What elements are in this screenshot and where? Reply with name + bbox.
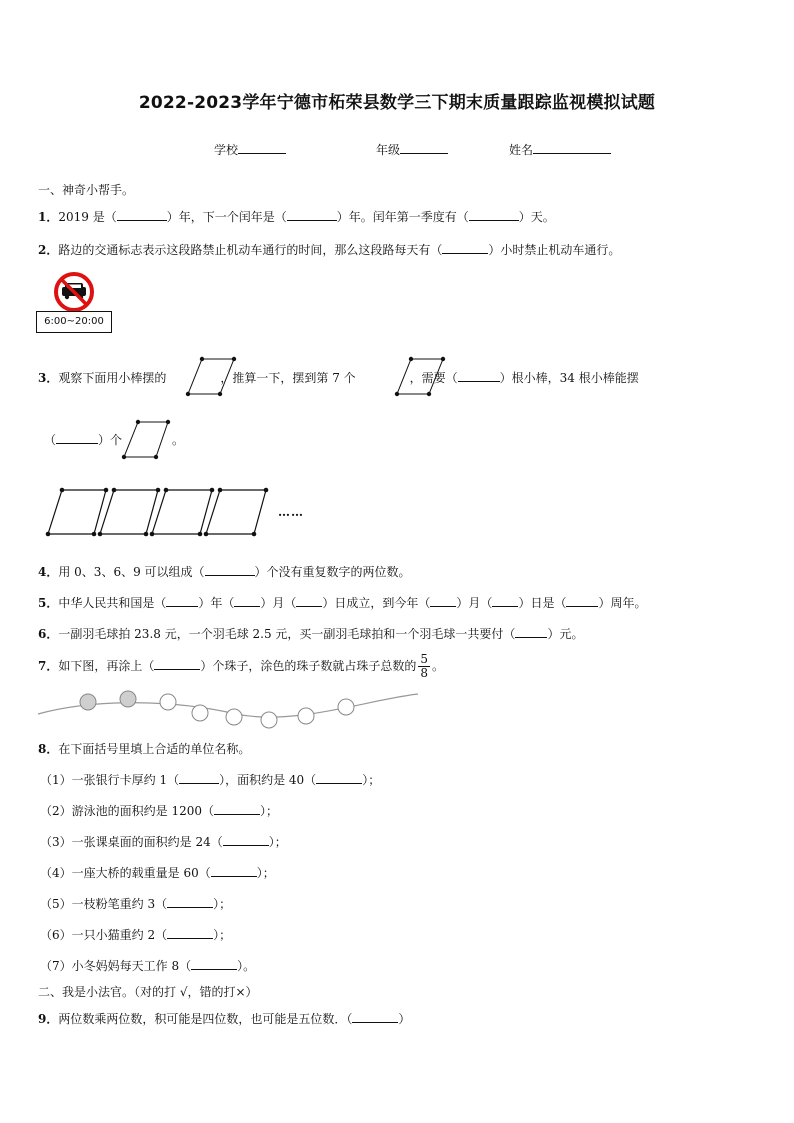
q3-blank-1[interactable]: [458, 369, 500, 382]
name-blank[interactable]: [533, 141, 611, 154]
bead-empty: [192, 705, 208, 721]
parallelogram-chain-figure: [40, 484, 280, 540]
school-label: 学校: [214, 143, 239, 157]
q8-3-blank[interactable]: [223, 833, 269, 846]
q8-1-blank-1[interactable]: [179, 771, 219, 784]
bead-empty: [338, 699, 354, 715]
q1-blank-2[interactable]: [287, 208, 337, 221]
question-4: 4．用 0、3、6、9 可以组成（ ）个没有重复数字的两位数。: [38, 565, 411, 579]
q8-2-blank[interactable]: [214, 802, 260, 815]
grade-label: 年级: [376, 143, 401, 157]
q5-blank-5[interactable]: [492, 594, 518, 607]
grade-field: [376, 141, 448, 158]
bead-empty: [261, 712, 277, 728]
bead-filled: [80, 694, 96, 710]
bead-empty: [160, 694, 176, 710]
parallelogram-figure-3: [118, 418, 172, 460]
section-1-heading: 一、神奇小帮手。: [38, 183, 135, 197]
question-9: 9．两位数乘两位数，积可能是四位数，也可能是五位数．（ ）: [38, 1012, 411, 1026]
q8-item-2: （2）游泳池的面积约是 1200（ ）；: [40, 804, 279, 818]
school-blank[interactable]: [238, 141, 286, 154]
q6-blank[interactable]: [515, 625, 547, 638]
q8-5-blank[interactable]: [167, 895, 213, 908]
question-8: 8．在下面括号里填上合适的单位名称。: [38, 742, 251, 756]
q8-1-blank-2[interactable]: [316, 771, 362, 784]
section-2-heading: 二、我是小法官。（对的打 √，错的打×）: [38, 985, 258, 999]
q5-blank-2[interactable]: [234, 594, 260, 607]
q2-blank[interactable]: [442, 241, 488, 254]
q8-item-4: （4）一座大桥的载重量是 60（ ）；: [40, 866, 275, 880]
question-1: 1．2019 是（ ）年，下一个闰年是（ ）年。闰年第一季度有（ ）天。: [38, 210, 555, 224]
q4-blank[interactable]: [205, 563, 255, 576]
bead-empty: [226, 709, 242, 725]
q8-item-5: （5）一枝粉笔重约 3（ ）；: [40, 897, 232, 911]
question-3-line-2: （ ）个 。: [44, 433, 185, 447]
bead-string-figure: [36, 690, 420, 734]
q8-item-6: （6）一只小猫重约 2（ ）；: [40, 928, 232, 942]
q3-blank-2[interactable]: [56, 431, 98, 444]
school-field: [214, 141, 286, 158]
parallelogram-figure-1: [184, 356, 238, 398]
no-motor-vehicles-sign-icon: [50, 272, 98, 312]
q1-blank-3[interactable]: [469, 208, 519, 221]
bead-filled: [120, 691, 136, 707]
q9-blank[interactable]: [352, 1010, 398, 1023]
question-2: 2．路边的交通标志表示这段路禁止机动车通行的时间，那么这段路每天有（ ）小时禁止机动车通行。: [38, 243, 621, 257]
q8-item-7: （7）小冬妈妈每天工作 8（ ）。: [40, 959, 256, 973]
continuation-dots: ……: [278, 505, 304, 519]
fraction-five-eighths: $\frac{5}{8}$: [420, 652, 429, 680]
q5-blank-6[interactable]: [566, 594, 598, 607]
q8-7-blank[interactable]: [191, 957, 237, 970]
q5-blank-4[interactable]: [430, 594, 456, 607]
name-field: [509, 141, 611, 158]
q7-blank[interactable]: [154, 657, 200, 670]
question-7: 7．如下图，再涂上（ ）个珠子，涂色的珠子数就占珠子总数的 $\frac{5}{8}$ 。: [38, 652, 445, 680]
q5-blank-1[interactable]: [166, 594, 198, 607]
question-6: 6．一副羽毛球拍 23.8 元，一个羽毛球 2.5 元，买一副羽毛球拍和一个羽毛球一共要付（ ）元。: [38, 627, 584, 641]
page-title: 2022-2023学年宁德市柘荣县数学三下期末质量跟踪监视模拟试题: [138, 93, 656, 113]
parallelogram-figure-2: [393, 356, 447, 398]
q1-blank-1[interactable]: [117, 208, 167, 221]
q5-blank-3[interactable]: [296, 594, 322, 607]
grade-blank[interactable]: [400, 141, 448, 154]
q8-4-blank[interactable]: [211, 864, 257, 877]
bead-empty: [298, 708, 314, 724]
q8-6-blank[interactable]: [167, 926, 213, 939]
sign-time-plate: 6:00~20:00: [36, 311, 112, 333]
question-3-line-1: 3．观察下面用小棒摆的 ，推算一下，摆到第 7 个 ，需要（ ）根小棒，34 根小棒能摆: [38, 371, 639, 385]
q8-item-3: （3）一张课桌面的面积约是 24（ ）；: [40, 835, 287, 849]
question-5: 5．中华人民共和国是（ ）年（ ）月（ ）日成立，到今年（ ）月（ ）日是（ ）周年。: [38, 596, 647, 610]
name-label: 姓名: [509, 143, 534, 157]
q8-item-1: （1）一张银行卡厚约 1（ ），面积约是 40（ ）；: [40, 773, 381, 787]
